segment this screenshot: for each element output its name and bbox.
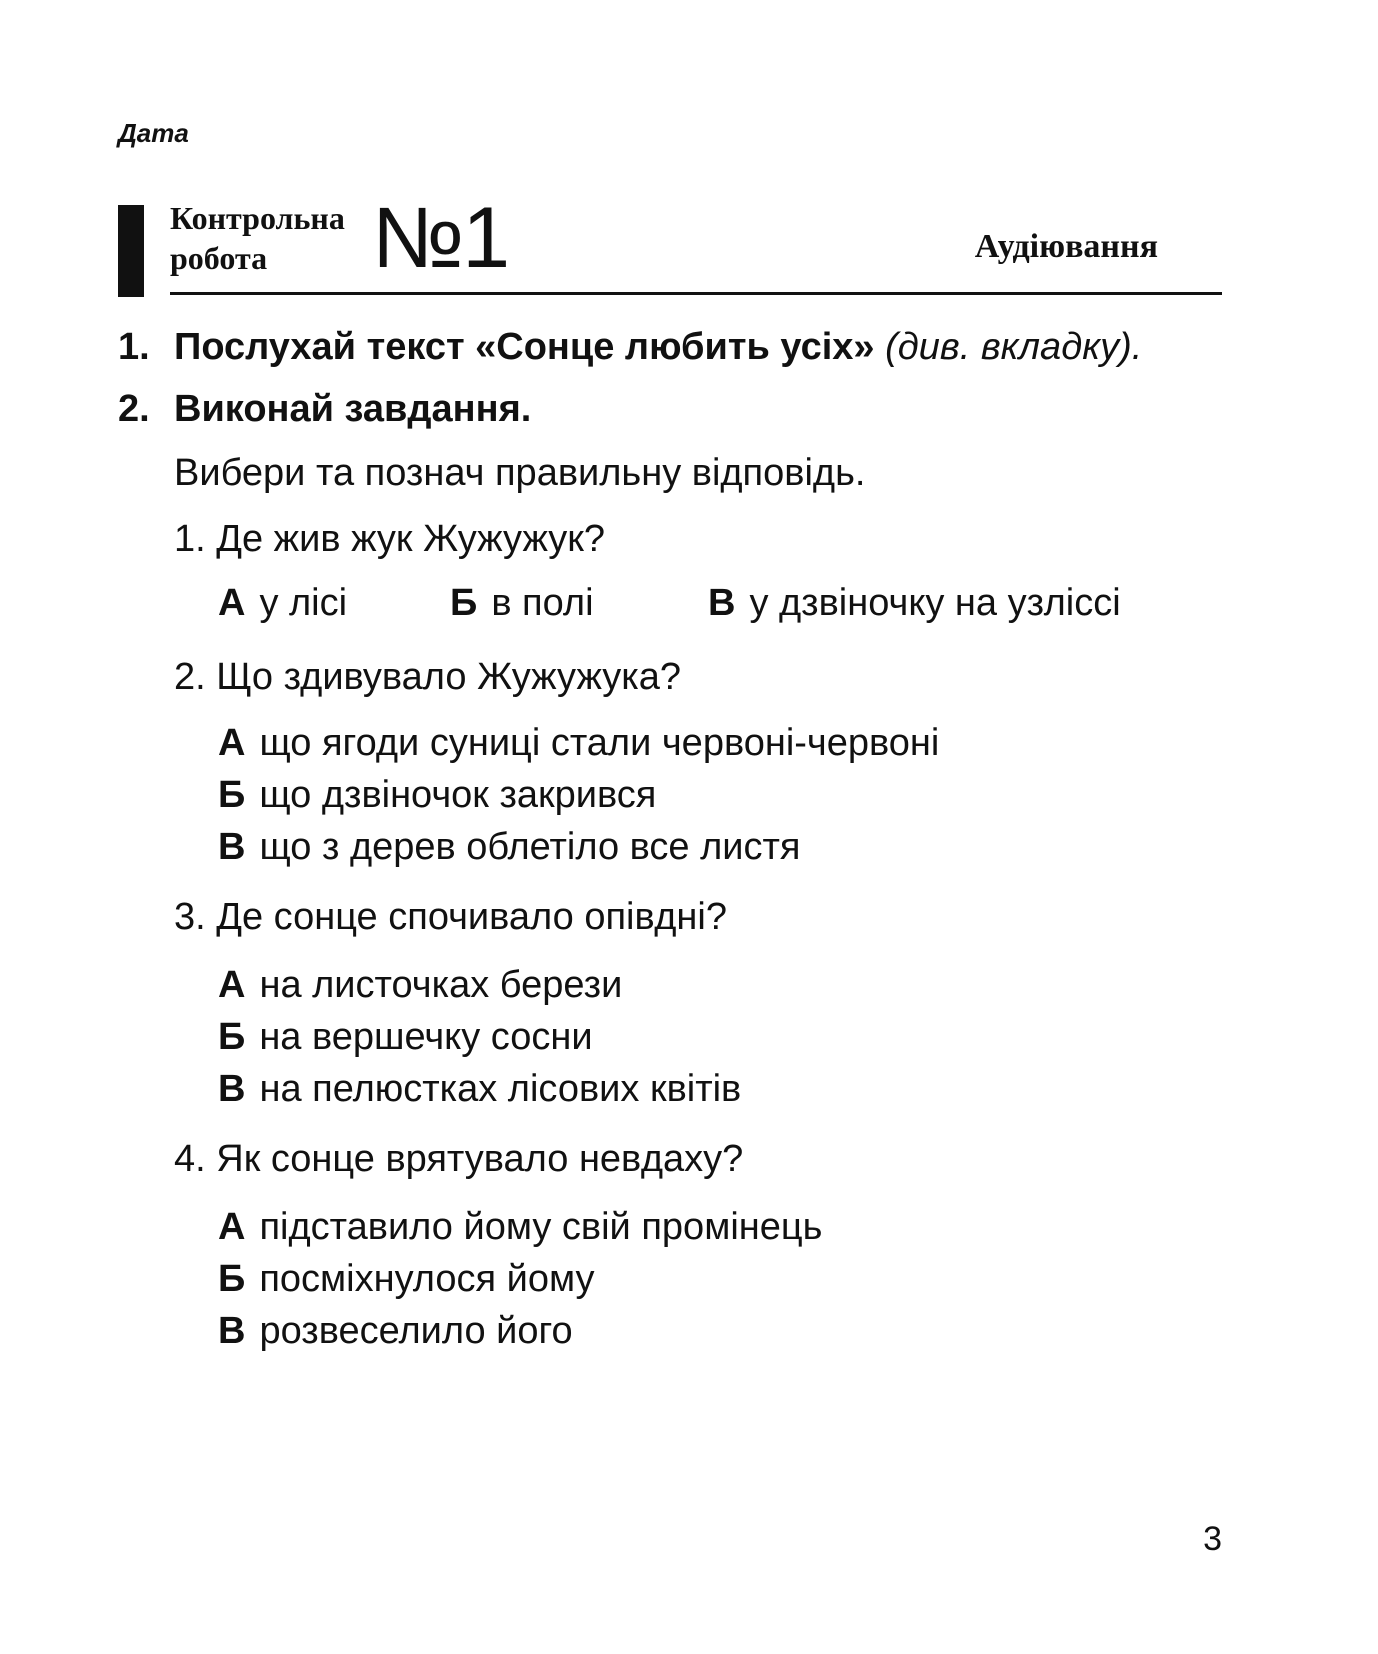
- header-divider: [170, 292, 1222, 295]
- task-text: Послухай текст «Сонце любить усіх»: [174, 326, 875, 368]
- q3-option-b[interactable]: [218, 1016, 593, 1059]
- option-text: підставило йому свій промінець: [259, 1206, 823, 1248]
- task-1: [118, 326, 1142, 369]
- q1-option-c[interactable]: [708, 582, 1121, 625]
- option-letter: А: [218, 1206, 246, 1248]
- task-note: (див. вкладку).: [885, 326, 1143, 368]
- option-text: у лісі: [259, 582, 348, 624]
- section-title: Аудіювання: [974, 228, 1158, 265]
- page-number: 3: [1203, 1520, 1222, 1558]
- task-text: Виконай завдання.: [174, 388, 532, 430]
- task-number: 2.: [118, 388, 150, 430]
- option-text: розвеселило його: [259, 1310, 573, 1352]
- date-label: Дата: [118, 118, 189, 148]
- option-letter: В: [218, 1310, 246, 1352]
- option-letter: Б: [218, 1016, 246, 1058]
- option-text: що з дерев облетіло все листя: [259, 826, 801, 868]
- header-label: [170, 198, 345, 278]
- header-label-line1: Контрольна: [170, 200, 345, 236]
- q2-option-a[interactable]: [218, 722, 939, 765]
- q1-option-a[interactable]: [218, 582, 347, 625]
- option-text: у дзвіночку на узліссі: [749, 582, 1121, 624]
- header-bar: [118, 205, 144, 297]
- option-text: на пелюстках лісових квітів: [259, 1068, 742, 1110]
- option-letter: А: [218, 582, 246, 624]
- option-letter: А: [218, 722, 246, 764]
- question-4: 4. Як сонце врятувало невдаху?: [174, 1138, 744, 1180]
- q4-option-b[interactable]: [218, 1258, 595, 1301]
- question-2: 2. Що здивувало Жужужука?: [174, 656, 682, 698]
- q1-option-b[interactable]: [450, 582, 594, 625]
- q3-option-c[interactable]: [218, 1068, 741, 1111]
- q4-option-a[interactable]: [218, 1206, 822, 1249]
- option-letter: А: [218, 964, 246, 1006]
- option-text: що ягоди суниці стали червоні-червоні: [259, 722, 940, 764]
- option-text: що дзвіночок закрився: [259, 774, 657, 816]
- q4-option-c[interactable]: [218, 1310, 573, 1353]
- option-text: в полі: [491, 582, 594, 624]
- option-letter: В: [708, 582, 736, 624]
- q3-option-a[interactable]: [218, 964, 622, 1007]
- option-text: на вершечку сосни: [259, 1016, 593, 1058]
- header-label-line2: робота: [170, 240, 268, 276]
- option-text: посміхнулося йому: [259, 1258, 595, 1300]
- test-number: №1: [372, 190, 509, 286]
- task-2: [118, 388, 531, 431]
- option-letter: Б: [450, 582, 478, 624]
- task-number: 1.: [118, 326, 150, 368]
- q2-option-c[interactable]: [218, 826, 801, 869]
- q2-option-b[interactable]: [218, 774, 656, 817]
- option-letter: В: [218, 826, 246, 868]
- option-letter: Б: [218, 1258, 246, 1300]
- option-letter: В: [218, 1068, 246, 1110]
- question-1: 1. Де жив жук Жужужук?: [174, 518, 606, 560]
- option-letter: Б: [218, 774, 246, 816]
- question-3: 3. Де сонце спочивало опівдні?: [174, 896, 727, 938]
- option-text: на листочках берези: [259, 964, 623, 1006]
- instruction: Вибери та познач правильну відповідь.: [174, 452, 866, 494]
